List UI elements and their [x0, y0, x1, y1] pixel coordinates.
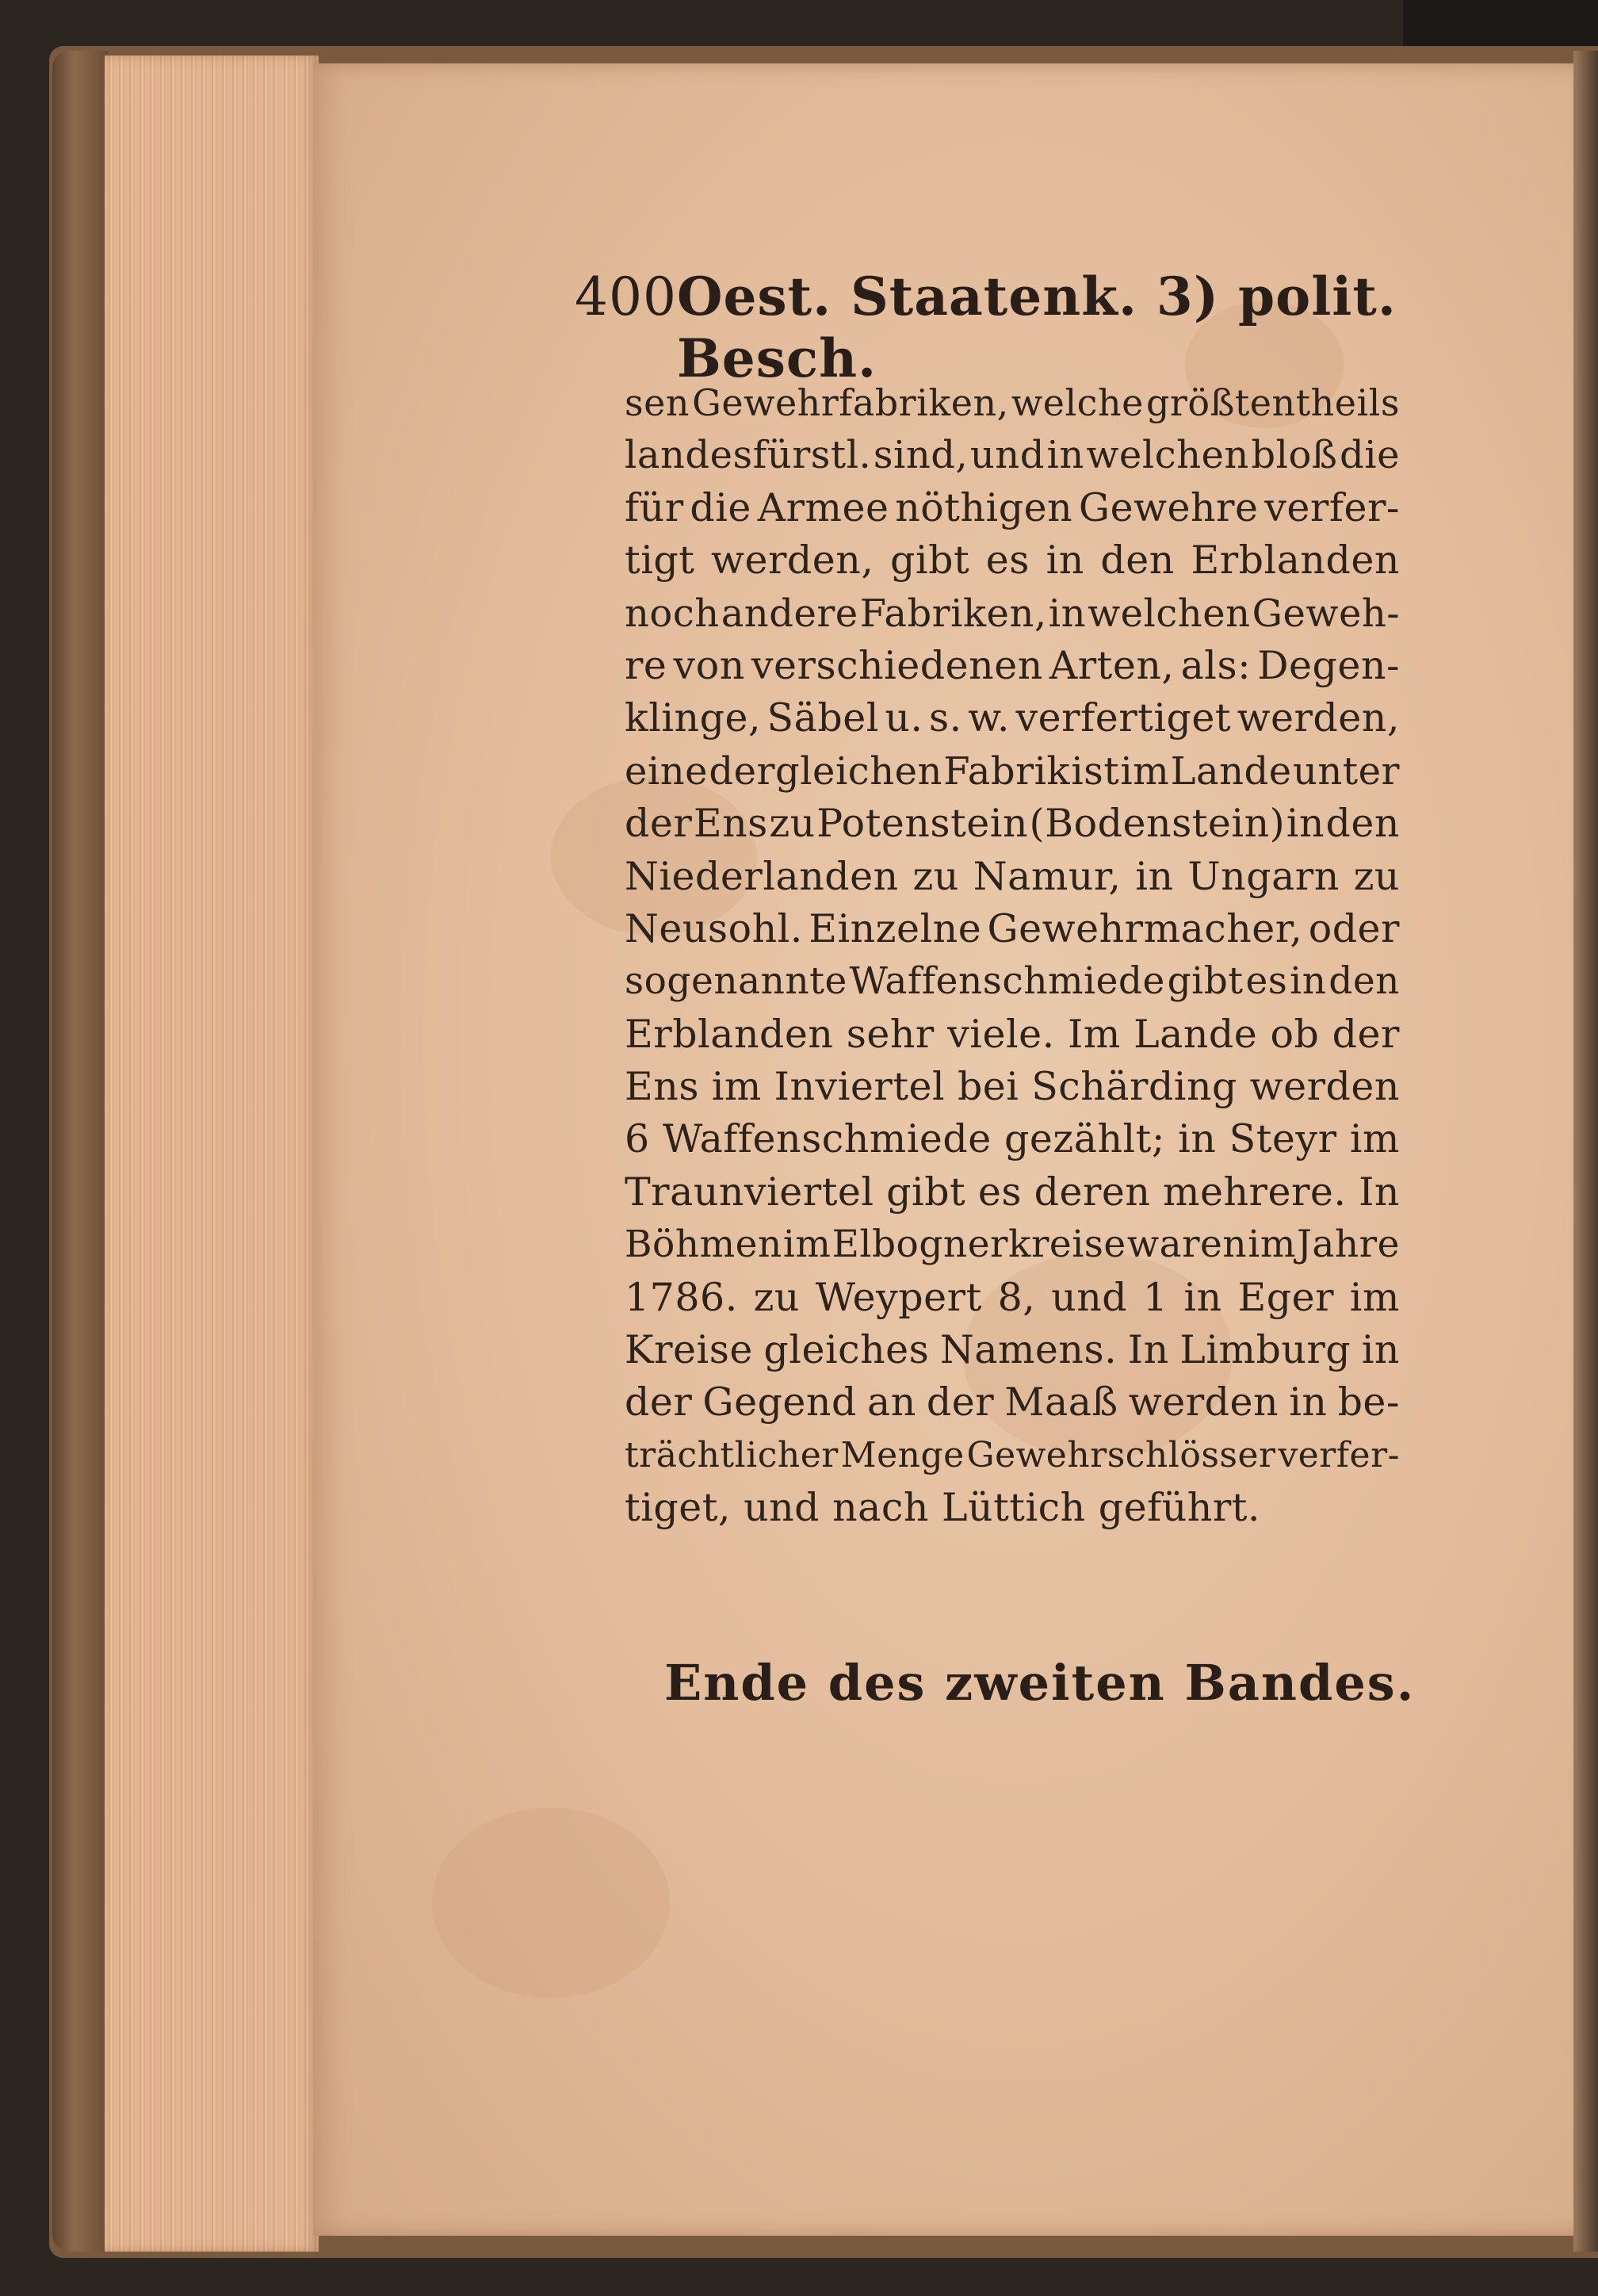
word: noch	[625, 591, 720, 636]
book-spine	[52, 51, 108, 2252]
word: im	[1349, 1116, 1400, 1162]
text-line	[625, 692, 1400, 744]
word: von	[673, 642, 745, 688]
word: Einzelne	[809, 905, 982, 951]
body-text	[625, 377, 1400, 1535]
word: es	[985, 538, 1030, 584]
word: werden	[1128, 1380, 1279, 1425]
word: welchen	[1086, 433, 1249, 478]
word: sehr	[846, 1011, 935, 1057]
line-text	[625, 955, 1400, 1008]
word: s.	[929, 695, 962, 741]
word: Traunviertel	[625, 1169, 874, 1215]
text-line	[625, 1482, 1400, 1534]
word: ist	[1071, 748, 1120, 794]
word: Waffenschmiede	[662, 1116, 992, 1162]
word: in	[1178, 1116, 1217, 1162]
word: 8,	[997, 1274, 1036, 1320]
line-text	[625, 1219, 1400, 1271]
word: sind,	[873, 433, 969, 478]
word: sogenannte	[625, 959, 847, 1004]
word: Säbel	[767, 695, 879, 741]
word: und	[969, 433, 1045, 478]
word: in	[1289, 1380, 1328, 1425]
word: Niederlanden	[625, 853, 899, 899]
word: größtentheils	[1145, 381, 1400, 424]
word: deren	[1034, 1169, 1151, 1215]
word: ob	[1270, 1011, 1320, 1057]
word: gibt	[886, 1169, 966, 1215]
text-line	[625, 1166, 1400, 1219]
text-line	[625, 377, 1400, 429]
word: an	[866, 1380, 916, 1425]
word: viele.	[947, 1011, 1055, 1057]
word: sen	[625, 381, 690, 424]
word: gibt	[1167, 959, 1244, 1004]
text-line	[625, 1219, 1400, 1271]
word: re	[625, 642, 667, 688]
word: im	[782, 1223, 831, 1267]
word: als:	[1180, 642, 1252, 688]
word: Degen-	[1257, 642, 1400, 688]
word: Erblanden	[1191, 538, 1400, 584]
line-text	[625, 798, 1400, 850]
text-line	[625, 482, 1400, 534]
word: Jahre	[1297, 1223, 1400, 1267]
word: Namur,	[973, 853, 1122, 899]
word: verfer-	[1278, 1434, 1400, 1475]
word: verfer-	[1264, 484, 1400, 530]
text-line	[625, 429, 1400, 481]
word: Menge	[840, 1434, 965, 1475]
word: Gewehrschlösser	[966, 1434, 1276, 1475]
line-text	[625, 1429, 1400, 1482]
word: Gewehrfabriken,	[692, 381, 1009, 424]
word: der	[926, 1380, 995, 1425]
word: klinge,	[625, 695, 762, 741]
line-text	[625, 640, 1400, 692]
running-header	[575, 266, 1415, 389]
word: in	[1286, 801, 1325, 847]
word: zu	[912, 853, 959, 899]
word: Fabriken,	[859, 591, 1047, 636]
word: der	[1332, 1011, 1400, 1057]
word: oder	[1308, 905, 1400, 951]
word: 6	[625, 1116, 650, 1162]
word: den	[1328, 959, 1400, 1004]
word: es	[977, 1169, 1022, 1215]
word: trächtlicher	[625, 1434, 839, 1475]
word: Waffenschmiede	[849, 959, 1165, 1004]
word: verfertiget	[1015, 695, 1232, 741]
word: im	[711, 1064, 762, 1110]
word: unter	[1292, 748, 1400, 794]
word: Im	[1067, 1011, 1121, 1057]
text-line	[625, 640, 1400, 692]
text-line	[625, 798, 1400, 850]
word: im	[1120, 748, 1170, 794]
text-line	[625, 1324, 1400, 1376]
word: zu	[769, 801, 816, 847]
word: u.	[885, 695, 923, 741]
page-number: 400	[575, 266, 677, 327]
word: Schärding	[1031, 1064, 1237, 1110]
word: Armee	[757, 484, 889, 530]
word: Erblanden	[625, 1011, 834, 1057]
word: in	[1290, 959, 1327, 1004]
word: werden	[1249, 1064, 1400, 1110]
word: Ungarn	[1187, 853, 1340, 899]
word: für	[625, 484, 684, 530]
word: es	[1245, 959, 1288, 1004]
word: die	[690, 484, 751, 530]
text-line	[625, 1113, 1400, 1165]
word: werden,	[711, 538, 874, 584]
word: Ens	[693, 801, 768, 847]
word: die	[1340, 433, 1400, 478]
word: bei	[957, 1064, 1019, 1110]
word: zu	[1353, 853, 1400, 899]
line-text	[625, 534, 1400, 587]
word: be-	[1337, 1380, 1400, 1425]
word: in	[1046, 433, 1084, 478]
word: gibt	[890, 538, 970, 584]
word: in	[1183, 1274, 1222, 1320]
line-text	[625, 903, 1400, 955]
text-line	[625, 955, 1400, 1008]
word: Maaß	[1004, 1380, 1118, 1425]
word: zu	[753, 1274, 800, 1320]
word: Limburg	[1179, 1327, 1351, 1373]
word: In	[1127, 1327, 1169, 1373]
word: der	[625, 801, 693, 847]
word: landesfürstl.	[625, 433, 872, 478]
text-line	[625, 1376, 1400, 1429]
word: bloß	[1251, 433, 1338, 478]
word: Geweh-	[1252, 591, 1400, 636]
word: Elbognerkreise	[831, 1223, 1126, 1267]
word: Kreise	[625, 1327, 753, 1373]
line-text	[625, 1376, 1400, 1429]
word: tigt	[625, 538, 695, 584]
line-text	[625, 1324, 1400, 1376]
word: Fabrik	[943, 748, 1071, 794]
text-line	[625, 1429, 1400, 1482]
word: nöthigen	[895, 484, 1073, 530]
word: waren	[1126, 1223, 1248, 1267]
word: Gewehre	[1078, 484, 1259, 530]
word: Arten,	[1049, 642, 1175, 688]
word: Neusohl.	[625, 905, 803, 951]
word: den	[1100, 538, 1175, 584]
foxing-stain	[432, 1808, 670, 1998]
word: in	[1135, 853, 1174, 899]
line-text	[625, 1113, 1400, 1165]
word: in	[1046, 538, 1084, 584]
word: In	[1359, 1169, 1400, 1215]
text-line	[625, 1272, 1400, 1324]
text-line	[625, 745, 1400, 798]
word: der	[625, 1380, 693, 1425]
line-text	[625, 1272, 1400, 1324]
text-line	[625, 534, 1400, 587]
word: 1786.	[625, 1274, 738, 1320]
text-line	[625, 1008, 1400, 1061]
text-line	[625, 1061, 1400, 1113]
closing-line: Ende des zweiten Bandes.	[664, 1654, 1416, 1712]
line-text	[625, 377, 1400, 429]
line-text	[625, 587, 1400, 640]
word: den	[1325, 801, 1400, 847]
word: verschiedenen	[751, 642, 1043, 688]
text-line	[625, 903, 1400, 955]
text-line	[625, 851, 1400, 903]
line-text	[625, 745, 1400, 798]
line-text	[625, 692, 1400, 744]
word: Potenstein	[816, 801, 1028, 847]
line-text	[625, 1061, 1400, 1113]
word: Steyr	[1229, 1116, 1337, 1162]
word: Gegend	[702, 1380, 857, 1425]
word: Inviertel	[774, 1064, 946, 1110]
line-text	[625, 851, 1400, 903]
word: gleiches	[763, 1327, 930, 1373]
text-line	[625, 587, 1400, 640]
word: und	[1051, 1274, 1128, 1320]
word: Namens.	[939, 1327, 1118, 1373]
line-text	[625, 429, 1400, 481]
word: im	[1349, 1274, 1400, 1320]
word: welchen	[1088, 591, 1251, 636]
word: Weypert	[815, 1274, 982, 1320]
line-text	[625, 1008, 1400, 1061]
word: werden,	[1237, 695, 1400, 741]
word: Gewehrmacher,	[987, 905, 1303, 951]
word: Ens	[625, 1064, 699, 1110]
word: welche	[1011, 381, 1144, 424]
line-text: tiget, und nach Lüttich geführt.	[625, 1485, 1261, 1531]
running-head-title: Oest. Staatenk. 3) polit. Besch.	[676, 266, 1397, 389]
word: Lande	[1170, 748, 1292, 794]
word: 1	[1142, 1274, 1168, 1320]
word: Böhmen	[625, 1223, 782, 1267]
line-text	[625, 482, 1400, 534]
word: dergleichen	[709, 748, 942, 794]
page-edges	[105, 55, 319, 2252]
word: andere	[721, 591, 858, 636]
line-text	[625, 1166, 1400, 1219]
facing-page-edge	[1573, 51, 1598, 2252]
word: Eger	[1237, 1274, 1334, 1320]
word: in	[1361, 1327, 1400, 1373]
word: gezählt;	[1004, 1116, 1165, 1162]
word: mehrere.	[1163, 1169, 1347, 1215]
word: in	[1048, 591, 1086, 636]
word: im	[1248, 1223, 1296, 1267]
word: Lande	[1134, 1011, 1258, 1057]
word: w.	[968, 695, 1010, 741]
word: (Bodenstein)	[1029, 801, 1286, 847]
word: eine	[625, 748, 709, 794]
